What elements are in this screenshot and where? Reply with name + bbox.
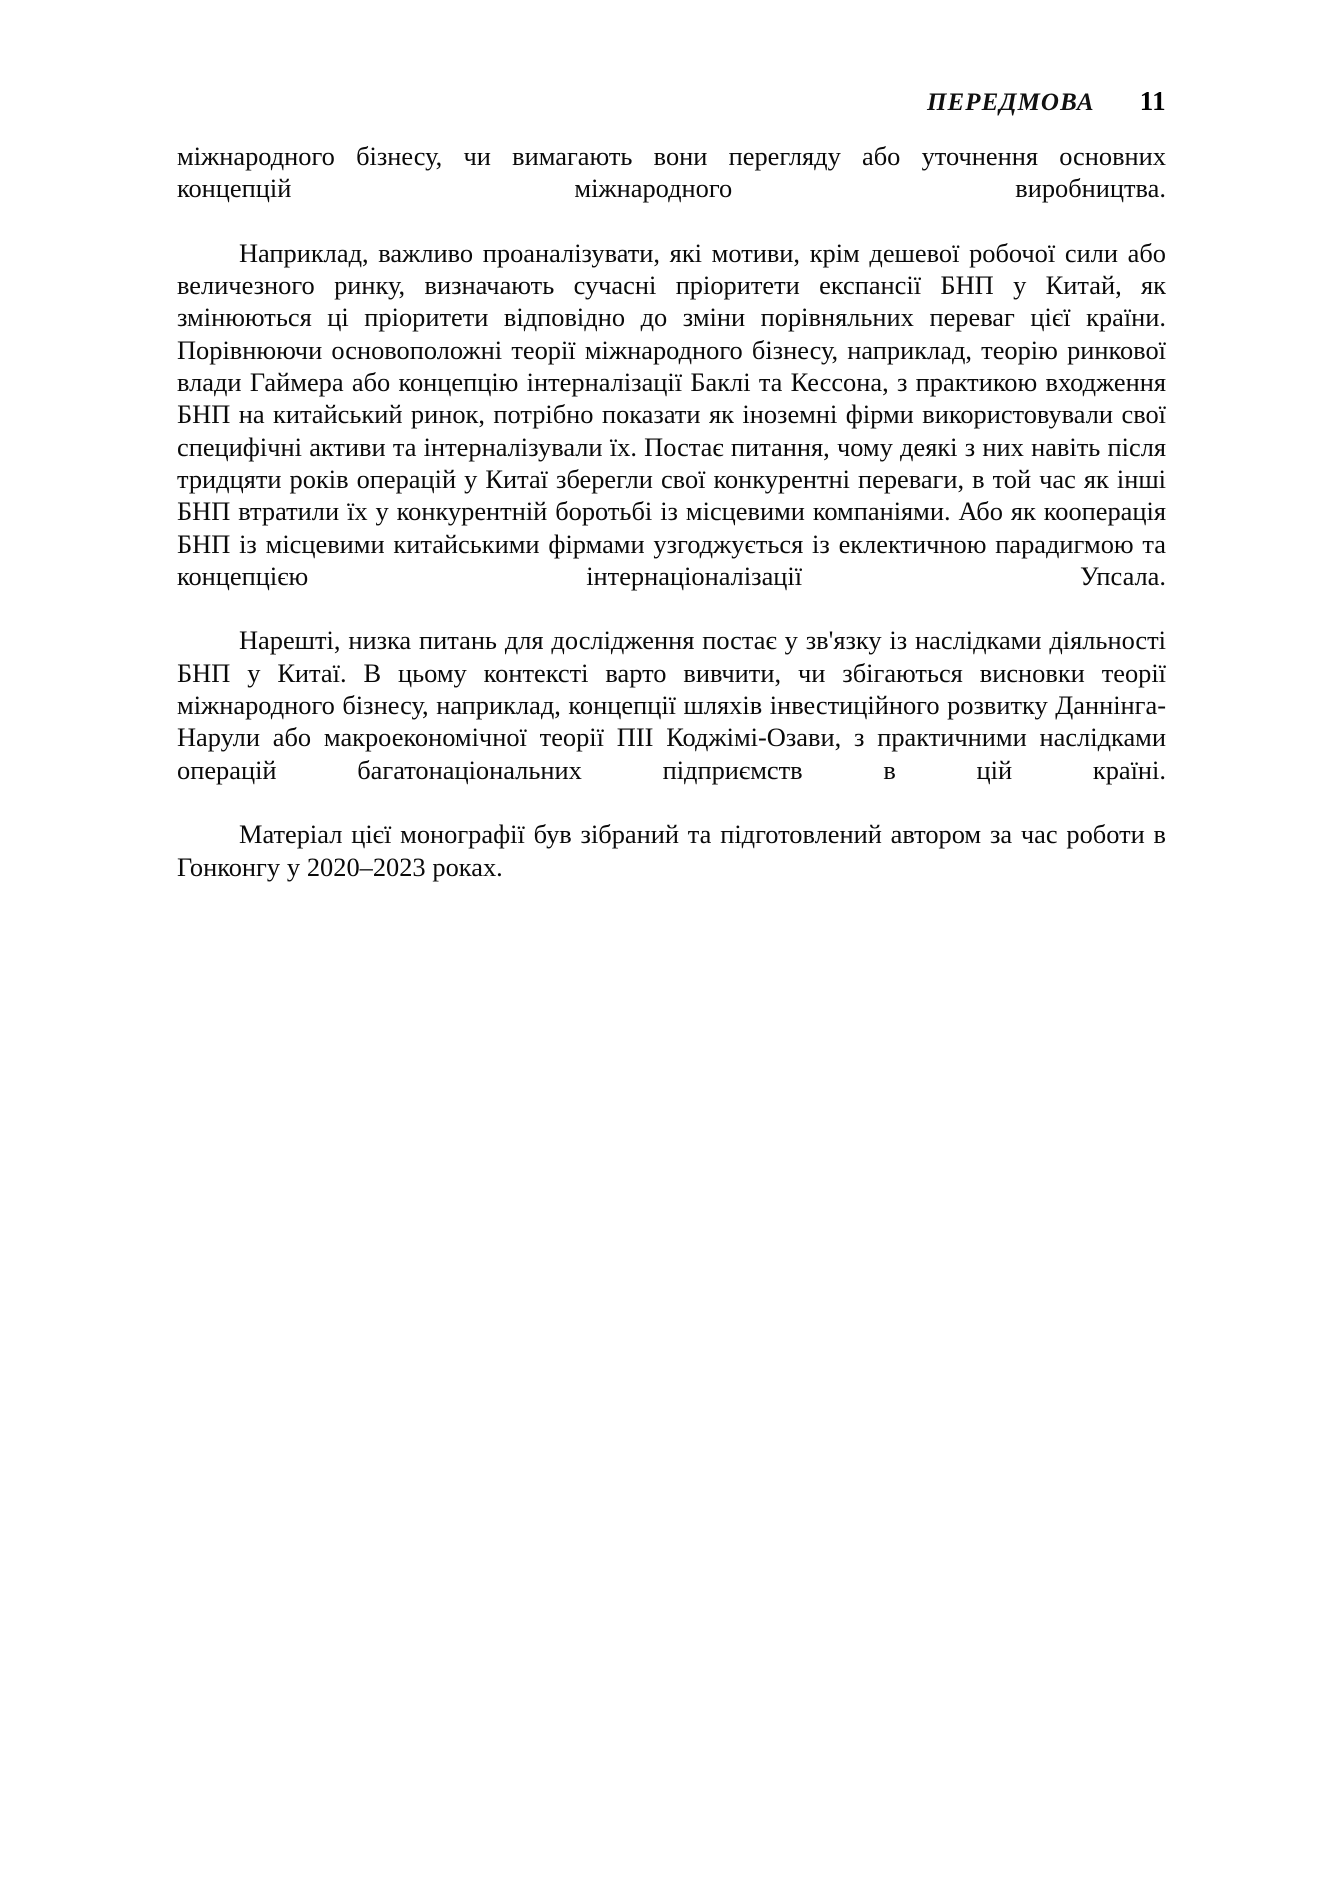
paragraph-3: Нарешті, низка питань для дослідження постає у зв'язку із наслідками діяльності БНП у Китаї. В цьому контексті варто вивчити, чи збігаються висновки теорії міжнародного бізнесу, наприклад, концепції шляхів інвестиційного розвитку Даннінга-Нарули або макроекономічної теорії ПІІ Коджімі-Озави, з практичними наслідками операцій багатонаціональних підприємств в цій країні. xyxy=(177,625,1166,785)
paragraph-2: Наприклад, важливо проаналізувати, які мотиви, крім дешевої робочої сили або величезного ринку, визначають сучасні пріоритети експансії БНП у Китай, як змінюються ці пріоритети відповідно до зміни порівняльних переваг цієї країни. Порівнюючи основоположні теорії міжнародного бізнесу, наприклад, теорію ринкової влади Гаймера або концепцію інтерналізації Баклі та Кессона, з практикою входження БНП на китайський ринок, потрібно показати як іноземні фірми використовували свої специфічні активи та інтерналізували їх. Постає питання, чому деякі з них навіть після тридцяти років операцій у Китаї зберегли свої конкурентні переваги, в той час як інші БНП втратили їх у конкурентній боротьбі із місцевими компаніями. Або як кооперація БНП із місцевими китайськими фірмами узгоджується із еклектичною парадигмою та концепцією інтернаціоналізації Упсала. xyxy=(177,237,1166,591)
page-number: 11 xyxy=(1139,86,1166,116)
paragraph-4: Матеріал цієї монографії був зібраний та підготовлений автором за час роботи в Гонконгу у 2020–2023 роках. xyxy=(177,819,1166,882)
running-head xyxy=(177,86,1166,120)
body-text-block xyxy=(177,140,1166,883)
paragraph-1: міжнародного бізнесу, чи вимагають вони перегляду або уточнення основних концепцій міжнародного виробництва. xyxy=(177,141,1166,204)
running-head-title: ПЕРЕДМОВА xyxy=(926,89,1095,116)
